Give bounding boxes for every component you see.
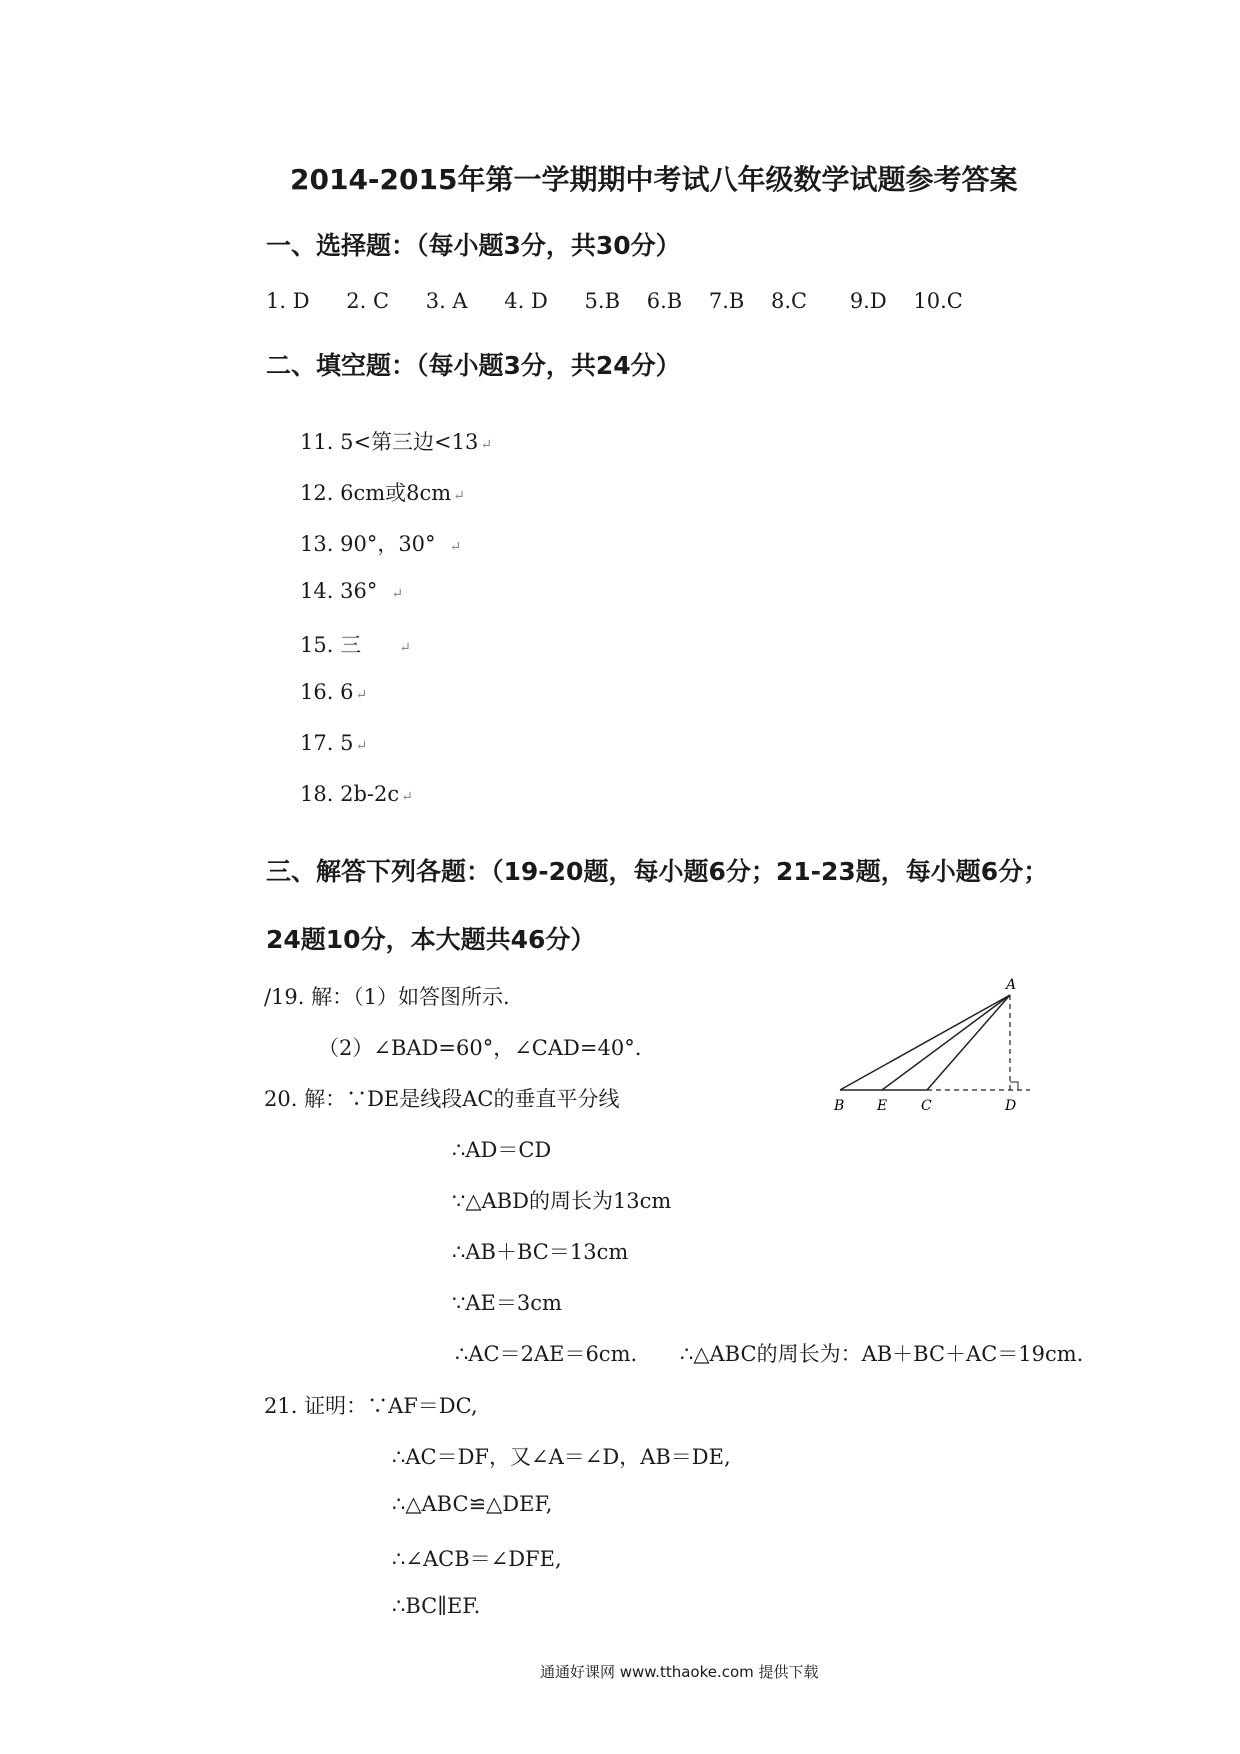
label-b: B xyxy=(834,1098,845,1114)
fill-item-answer: 6 xyxy=(340,680,354,704)
q20-line3: ∵△ABD的周长为13cm xyxy=(452,1189,672,1213)
q21-line2: ∴AC＝DF，又∠A＝∠D，AB＝DE, xyxy=(392,1445,731,1469)
fill-item-answer: 三 xyxy=(340,633,362,657)
segment-ab xyxy=(840,995,1010,1090)
mc-answer: 2. C xyxy=(346,289,390,313)
fill-item-answer: 5<第三边<13 xyxy=(340,430,479,454)
fill-item xyxy=(300,579,403,603)
triangle-figure xyxy=(830,975,1040,1125)
section1-heading: 一、选择题：（每小题3分，共30分） xyxy=(266,231,681,260)
section3-heading-line1: 三、解答下列各题：（19-20题，每小题6分；21-23题，每小题6分； xyxy=(266,857,1049,886)
return-mark-icon: ↵ xyxy=(355,738,368,754)
fill-item xyxy=(300,629,411,659)
fill-item-number: 11. xyxy=(300,430,334,454)
mc-answer: 7.B xyxy=(708,289,745,313)
fill-item-number: 13. xyxy=(300,532,334,556)
fill-item-answer: 2b-2c xyxy=(340,782,400,806)
fill-item xyxy=(300,426,492,456)
q19-line2: （2）∠BAD=60°，∠CAD=40°. xyxy=(318,1036,642,1060)
return-mark-icon: ↵ xyxy=(399,640,411,656)
section3-heading-line2: 24题10分，本大题共46分） xyxy=(266,925,596,954)
segment-ac xyxy=(927,995,1010,1090)
fill-item-answer: 36° xyxy=(340,579,378,603)
q21-line5: ∴BC∥EF. xyxy=(392,1594,481,1618)
q21-line3: ∴△ABC≌△DEF, xyxy=(392,1492,553,1516)
page-title: 2014-2015年第一学期期中考试八年级数学试题参考答案 xyxy=(290,163,1018,196)
q20-line2: ∴AD＝CD xyxy=(452,1138,552,1162)
return-mark-icon: ↵ xyxy=(401,789,413,805)
q20-line6b: ∴△ABC的周长为：AB＋BC＋AC＝19cm. xyxy=(680,1342,1084,1366)
fill-item-number: 16. xyxy=(300,680,334,704)
mc-answer: 4. D xyxy=(504,289,548,313)
fill-item xyxy=(300,477,465,507)
q20-line5: ∵AE＝3cm xyxy=(452,1291,562,1315)
q21-line1: 21. 证明：∵AF＝DC, xyxy=(264,1394,478,1418)
mc-answer: 6.B xyxy=(646,289,683,313)
mc-answer: 5.B xyxy=(584,289,621,313)
return-mark-icon: ↵ xyxy=(453,488,465,504)
return-mark-icon: ↵ xyxy=(449,539,462,555)
mc-answer: 8.C xyxy=(771,289,808,313)
fill-item xyxy=(300,528,461,558)
q20-line1: 20. 解：∵DE是线段AC的垂直平分线 xyxy=(264,1087,620,1111)
mc-answer: 10.C xyxy=(913,289,963,313)
fill-item-number: 15. xyxy=(300,633,334,657)
right-angle-mark xyxy=(1010,1082,1018,1090)
fill-item-answer: 6cm或8cm xyxy=(340,481,452,505)
q20-line6a: ∴AC＝2AE＝6cm. xyxy=(455,1342,638,1366)
return-mark-icon: ↵ xyxy=(355,687,368,703)
return-mark-icon: ↵ xyxy=(480,437,493,453)
mc-answer-list xyxy=(266,289,993,313)
footer-watermark: 通通好课网 www.tthaoke.com 提供下载 xyxy=(540,1663,819,1681)
fill-item-number: 12. xyxy=(300,481,334,505)
label-a: A xyxy=(1006,977,1017,993)
segment-ae xyxy=(882,995,1010,1090)
mc-answer: 3. A xyxy=(425,289,468,313)
fill-item xyxy=(300,680,367,704)
fill-item xyxy=(300,731,367,755)
fill-item-number: 14. xyxy=(300,579,334,603)
section2-heading: 二、填空题：（每小题3分，共24分） xyxy=(266,351,681,380)
label-e: E xyxy=(877,1098,888,1114)
label-d: D xyxy=(1005,1098,1017,1114)
mc-answer: 9.D xyxy=(849,289,887,313)
return-mark-icon: ↵ xyxy=(391,586,404,602)
fill-item-answer: 90°，30° xyxy=(340,532,436,556)
fill-item-answer: 5 xyxy=(340,731,354,755)
mc-answer: 1. D xyxy=(266,289,310,313)
q19-line1: /19. 解：（1）如答图所示. xyxy=(264,985,510,1009)
q21-line4: ∴∠ACB＝∠DFE, xyxy=(392,1547,562,1571)
fill-item-number: 17. xyxy=(300,731,334,755)
fill-item-number: 18. xyxy=(300,782,334,806)
label-c: C xyxy=(921,1098,932,1114)
fill-item xyxy=(300,782,413,806)
q20-line4: ∴AB＋BC＝13cm xyxy=(452,1240,629,1264)
